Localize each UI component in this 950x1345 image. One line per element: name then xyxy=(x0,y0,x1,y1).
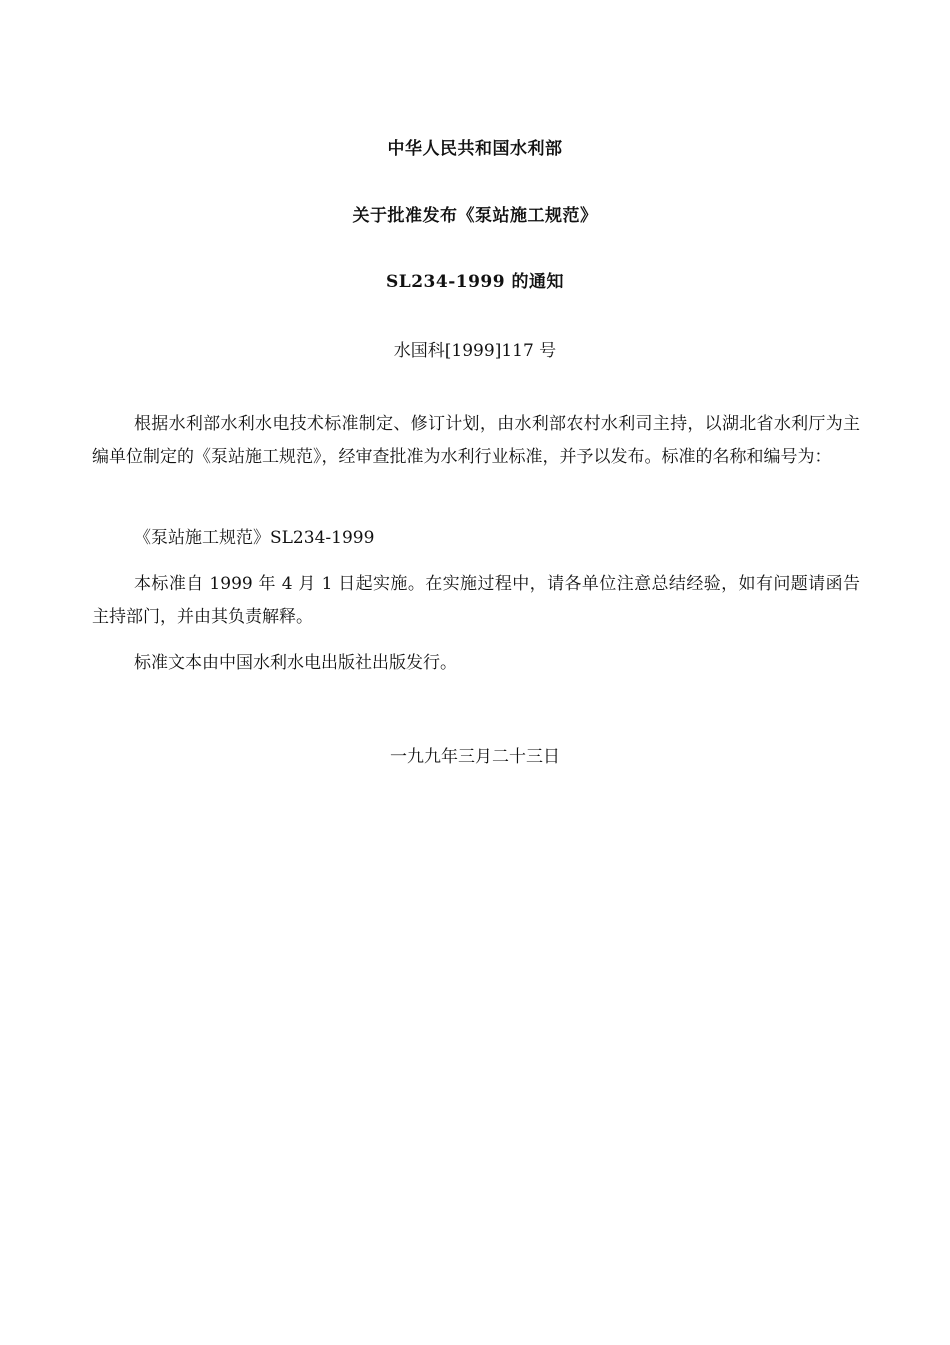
title-ministry: 中华人民共和国水利部 xyxy=(387,139,563,159)
paragraph-publisher: 标准文本由中国水利水电出版社出版发行。 xyxy=(134,653,457,673)
paragraph-standard-name: 《泵站施工规范》SL234-1999 xyxy=(134,528,375,548)
title-subject: 关于批准发布《泵站施工规范》 xyxy=(352,206,598,226)
paragraph-implementation: 本标准自 1999 年 4 月 1 日起实施。在实施过程中，请各单位注意总结经验，如有问题请函告主持部门，并由其负责解释。 xyxy=(92,574,860,627)
issue-date: 一九九年三月二十三日 xyxy=(390,747,560,767)
document-number: 水国科[1999]117 号 xyxy=(393,341,557,361)
title-notice: SL234-1999 的通知 xyxy=(385,272,564,292)
paragraph-approval: 根据水利部水利水电技术标准制定、修订计划，由水利部农村水利司主持，以湖北省水利厅为主编单位制定的《泵站施工规范》，经审查批准为水利行业标准，并予以发布。标准的名称和编号为： xyxy=(92,414,860,467)
